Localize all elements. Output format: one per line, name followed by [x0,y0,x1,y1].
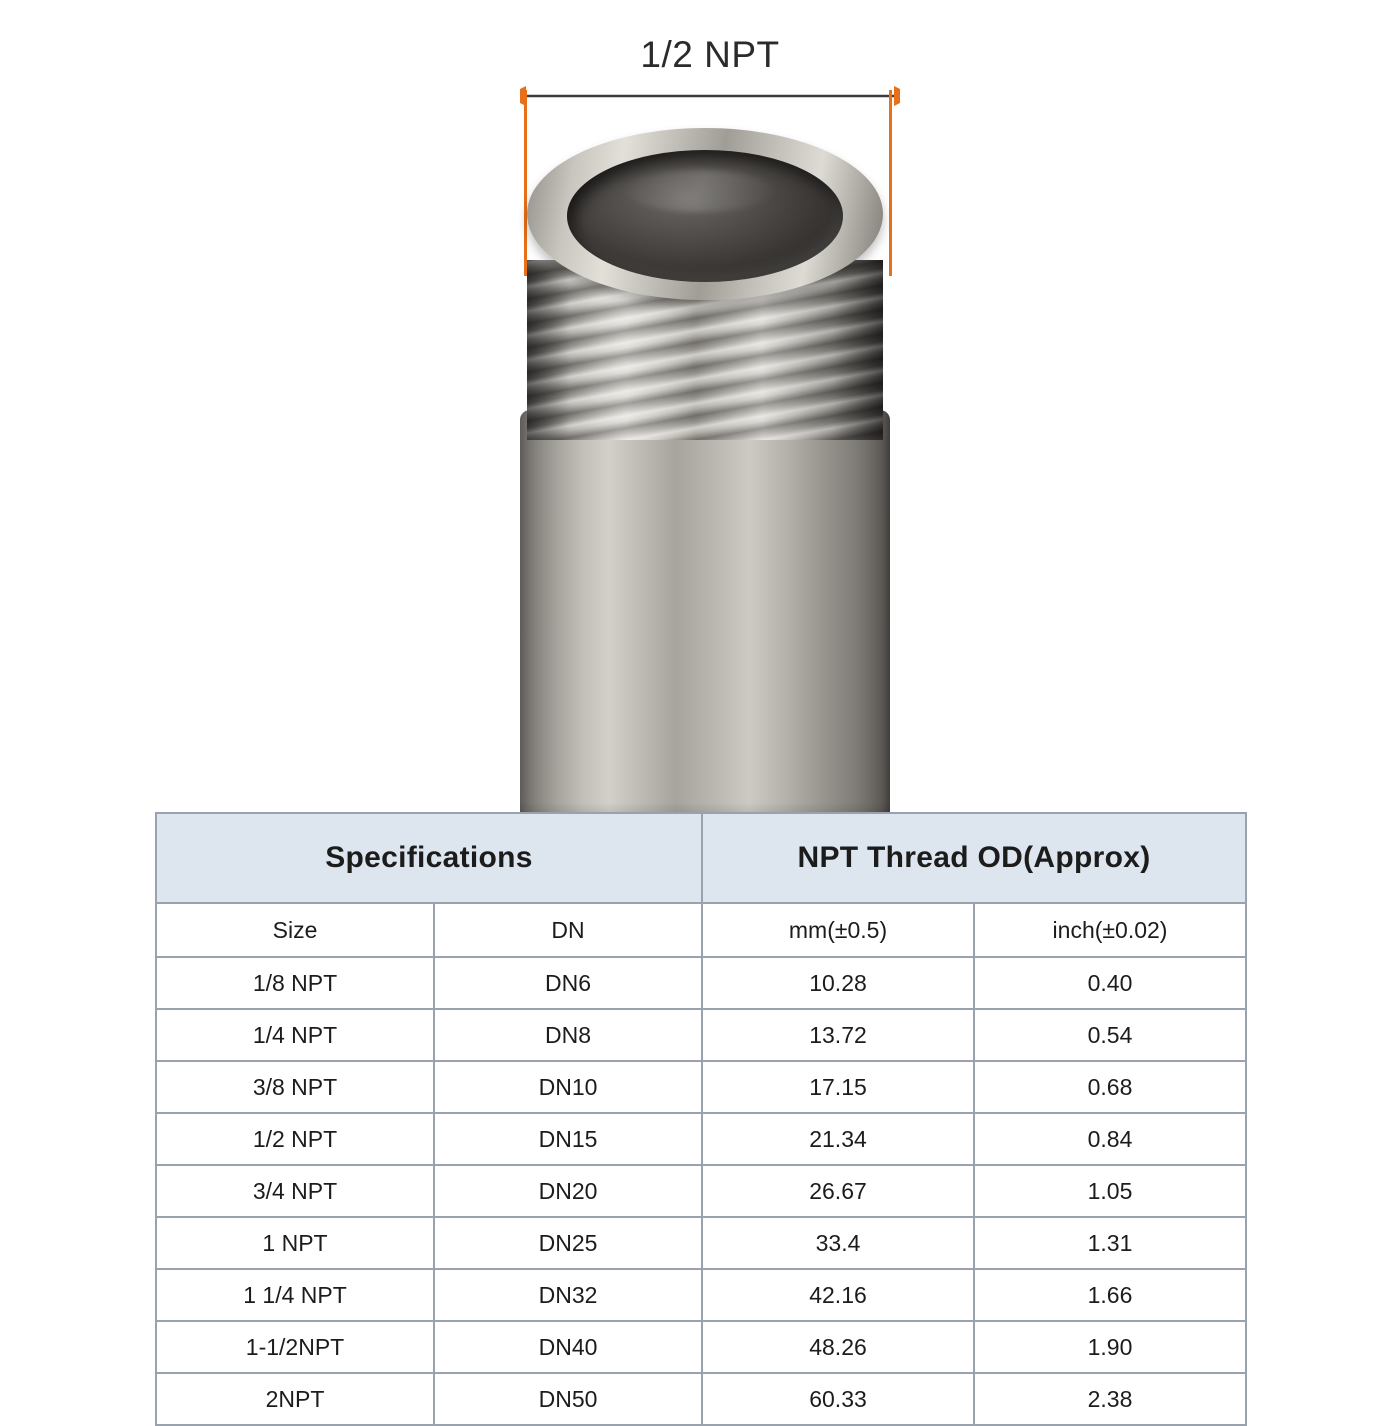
specification-table [155,812,1245,1426]
cell-dn: DN6 [434,957,702,1009]
cell-size: 1/2 NPT [156,1113,434,1165]
cell-mm: 48.26 [702,1321,974,1373]
nipple-barrel [520,410,890,840]
cell-dn: DN8 [434,1009,702,1061]
column-header-dn: DN [434,903,702,957]
cell-dn: DN50 [434,1373,702,1425]
cell-mm: 10.28 [702,957,974,1009]
cell-inch: 0.54 [974,1009,1246,1061]
column-header-inch: inch(±0.02) [974,903,1246,957]
cell-size: 1-1/2NPT [156,1321,434,1373]
cell-size: 1 NPT [156,1217,434,1269]
table-row [156,1217,1246,1269]
cell-size: 2NPT [156,1373,434,1425]
group-header-thread-od: NPT Thread OD(Approx) [702,813,1246,903]
cell-inch: 1.05 [974,1165,1246,1217]
table-row [156,1165,1246,1217]
cell-size: 1 1/4 NPT [156,1269,434,1321]
cell-mm: 17.15 [702,1061,974,1113]
pipe-nipple-illustration [505,110,905,750]
cell-dn: DN25 [434,1217,702,1269]
cell-size: 1/4 NPT [156,1009,434,1061]
dimension-label: 1/2 NPT [640,34,780,75]
cell-dn: DN20 [434,1165,702,1217]
cell-inch: 1.90 [974,1321,1246,1373]
cell-mm: 26.67 [702,1165,974,1217]
cell-dn: DN10 [434,1061,702,1113]
group-header-specifications: Specifications [156,813,702,903]
cell-dn: DN40 [434,1321,702,1373]
cell-inch: 1.66 [974,1269,1246,1321]
table-group-header-row [156,813,1246,903]
dimension-arrow-icon [520,86,900,106]
cell-inch: 0.84 [974,1113,1246,1165]
cell-inch: 0.68 [974,1061,1246,1113]
column-header-mm: mm(±0.5) [702,903,974,957]
table-row [156,1113,1246,1165]
cell-mm: 60.33 [702,1373,974,1425]
table-column-header-row [156,903,1246,957]
cell-mm: 33.4 [702,1217,974,1269]
spec-table [155,812,1247,1426]
table-row [156,1373,1246,1425]
table-row [156,1269,1246,1321]
table-row [156,1321,1246,1373]
cell-mm: 13.72 [702,1009,974,1061]
table-row [156,1009,1246,1061]
table-row [156,1061,1246,1113]
cell-inch: 0.40 [974,957,1246,1009]
cell-dn: DN15 [434,1113,702,1165]
column-header-size: Size [156,903,434,957]
cell-mm: 42.16 [702,1269,974,1321]
cell-inch: 2.38 [974,1373,1246,1425]
cell-mm: 21.34 [702,1113,974,1165]
cell-inch: 1.31 [974,1217,1246,1269]
cell-size: 3/4 NPT [156,1165,434,1217]
cell-size: 1/8 NPT [156,957,434,1009]
bore-highlight [625,170,775,212]
cell-dn: DN32 [434,1269,702,1321]
table-row [156,957,1246,1009]
cell-size: 3/8 NPT [156,1061,434,1113]
